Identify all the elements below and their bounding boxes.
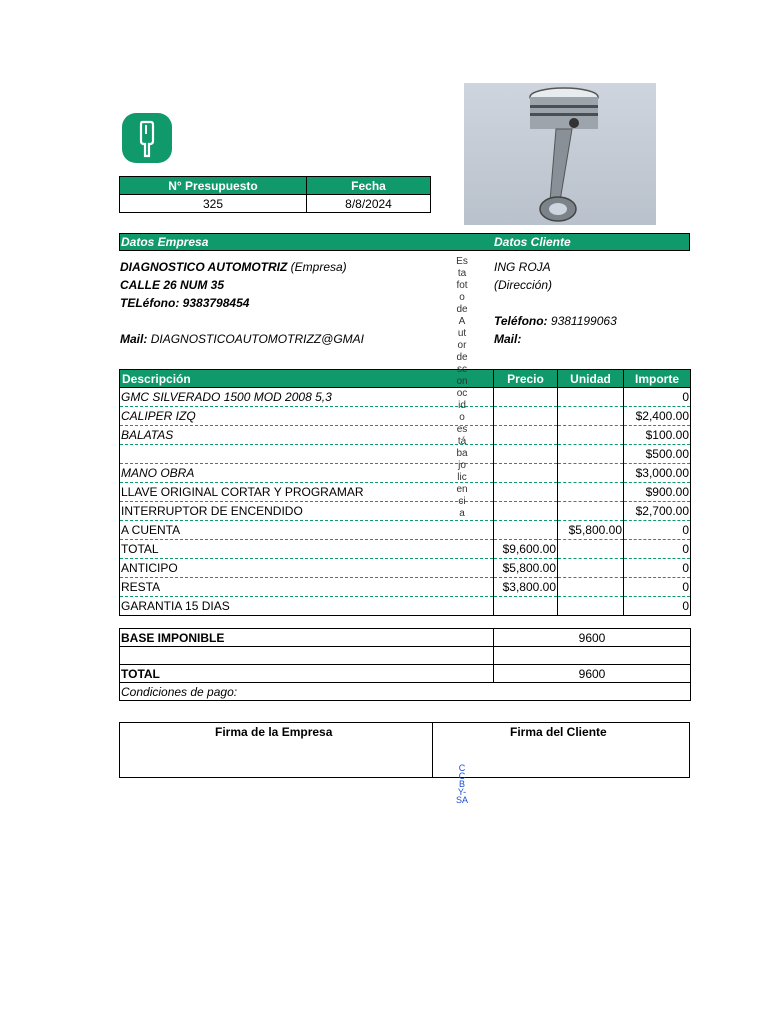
header-amount: Importe (624, 370, 691, 388)
date-label: Fecha (307, 177, 431, 195)
empty-summary-cell (120, 647, 494, 665)
company-mail-line (120, 332, 364, 346)
cell-unit[interactable] (558, 407, 624, 426)
cell-description[interactable]: GARANTIA 15 DIAS (120, 597, 494, 616)
table-row (120, 445, 691, 464)
cell-unit[interactable] (558, 388, 624, 407)
cell-amount[interactable]: $500.00 (624, 445, 691, 464)
cell-description[interactable]: CALIPER IZQ (120, 407, 494, 426)
cell-amount[interactable]: 0 (624, 559, 691, 578)
cell-unit[interactable] (558, 426, 624, 445)
cell-price[interactable] (494, 464, 558, 483)
budget-date[interactable]: 8/8/2024 (307, 195, 431, 213)
cell-price[interactable] (494, 502, 558, 521)
cell-price[interactable] (494, 426, 558, 445)
company-address[interactable]: CALLE 26 NUM 35 (120, 278, 225, 292)
cell-description[interactable]: BALATAS (120, 426, 494, 445)
client-phone-line (494, 314, 617, 328)
budget-number-label: N° Presupuesto (120, 177, 307, 195)
cell-amount[interactable]: 0 (624, 578, 691, 597)
table-row (120, 578, 691, 597)
cell-amount[interactable]: 0 (624, 540, 691, 559)
table-row (120, 407, 691, 426)
cell-price[interactable] (494, 407, 558, 426)
cell-unit[interactable] (558, 502, 624, 521)
company-mail-label: Mail: (120, 332, 148, 346)
company-name-line (120, 260, 347, 274)
total-value[interactable]: 9600 (494, 665, 691, 683)
cell-description[interactable]: GMC SILVERADO 1500 MOD 2008 5,3 (120, 388, 494, 407)
table-row (120, 502, 691, 521)
table-row (120, 521, 691, 540)
cell-description[interactable]: ANTICIPO (120, 559, 494, 578)
company-signature-label: Firma de la Empresa (215, 725, 333, 739)
cell-amount[interactable]: $900.00 (624, 483, 691, 502)
cell-unit[interactable]: $5,800.00 (558, 521, 624, 540)
cell-amount[interactable]: $3,000.00 (624, 464, 691, 483)
cell-unit[interactable] (558, 559, 624, 578)
empty-summary-value[interactable] (494, 647, 691, 665)
payment-conditions[interactable]: Condiciones de pago: (120, 683, 691, 701)
signature-box (119, 722, 690, 778)
header-description: Descripción (120, 370, 494, 388)
summary-table (119, 628, 691, 701)
base-label: BASE IMPONIBLE (120, 629, 494, 647)
company-logo (122, 113, 172, 163)
cell-description[interactable]: RESTA (120, 578, 494, 597)
base-value[interactable]: 9600 (494, 629, 691, 647)
cell-price[interactable] (494, 388, 558, 407)
client-signature-label: Firma del Cliente (510, 725, 607, 739)
company-phone-label: TELéfono: (120, 296, 180, 310)
table-row (120, 540, 691, 559)
logo-icon (122, 113, 172, 163)
cell-price[interactable]: $9,600.00 (494, 540, 558, 559)
cell-amount[interactable]: 0 (624, 388, 691, 407)
piston-photo (464, 83, 656, 225)
cell-description[interactable]: A CUENTA (120, 521, 494, 540)
budget-number[interactable]: 325 (120, 195, 307, 213)
client-mail-label: Mail: (494, 332, 522, 346)
cell-amount[interactable]: $100.00 (624, 426, 691, 445)
cell-unit[interactable] (558, 597, 624, 616)
cell-price[interactable] (494, 483, 558, 502)
table-row (120, 483, 691, 502)
header-price: Precio (494, 370, 558, 388)
cell-price[interactable] (494, 597, 558, 616)
cell-price[interactable] (494, 445, 558, 464)
client-phone-label: Teléfono: (494, 314, 548, 328)
items-table (119, 369, 691, 616)
company-name-suffix: (Empresa) (290, 260, 347, 274)
cell-description[interactable]: TOTAL (120, 540, 494, 559)
client-name[interactable]: ING ROJA (494, 260, 551, 274)
cell-unit[interactable] (558, 445, 624, 464)
cell-price[interactable] (494, 521, 558, 540)
header-unit: Unidad (558, 370, 624, 388)
cell-unit[interactable] (558, 578, 624, 597)
company-mail[interactable]: DIAGNOSTICOAUTOMOTRIZZ@GMAI (150, 332, 364, 346)
cell-price[interactable]: $5,800.00 (494, 559, 558, 578)
budget-header-table (119, 176, 431, 213)
cell-unit[interactable] (558, 540, 624, 559)
company-phone-line (120, 296, 249, 310)
cell-description[interactable]: MANO OBRA (120, 464, 494, 483)
cell-description[interactable] (120, 445, 494, 464)
table-row (120, 597, 691, 616)
company-section-title: Datos Empresa (121, 235, 209, 249)
cell-description[interactable]: LLAVE ORIGINAL CORTAR Y PROGRAMAR (120, 483, 494, 502)
company-phone[interactable]: 9383798454 (182, 296, 250, 310)
cell-description[interactable]: INTERRUPTOR DE ENCENDIDO (120, 502, 494, 521)
photo-credit-text: Esta foto de Autor desconocido está bajo licencia (456, 256, 468, 519)
cell-amount[interactable]: 0 (624, 597, 691, 616)
table-row (120, 426, 691, 445)
table-row (120, 559, 691, 578)
table-row (120, 388, 691, 407)
signature-divider (432, 723, 433, 777)
table-row (120, 464, 691, 483)
client-address[interactable]: (Dirección) (494, 278, 553, 292)
cell-amount[interactable]: 0 (624, 521, 691, 540)
license-link[interactable]: CC BY-SA (456, 763, 469, 805)
section-bar (119, 233, 690, 251)
cell-amount[interactable]: $2,700.00 (624, 502, 691, 521)
cell-price[interactable]: $3,800.00 (494, 578, 558, 597)
client-phone[interactable]: 9381199063 (550, 314, 617, 328)
client-section-title: Datos Cliente (494, 235, 571, 249)
cell-unit[interactable] (558, 464, 624, 483)
company-name[interactable]: DIAGNOSTICO AUTOMOTRIZ (120, 260, 288, 274)
cell-unit[interactable] (558, 483, 624, 502)
cell-amount[interactable]: $2,400.00 (624, 407, 691, 426)
total-label: TOTAL (120, 665, 494, 683)
